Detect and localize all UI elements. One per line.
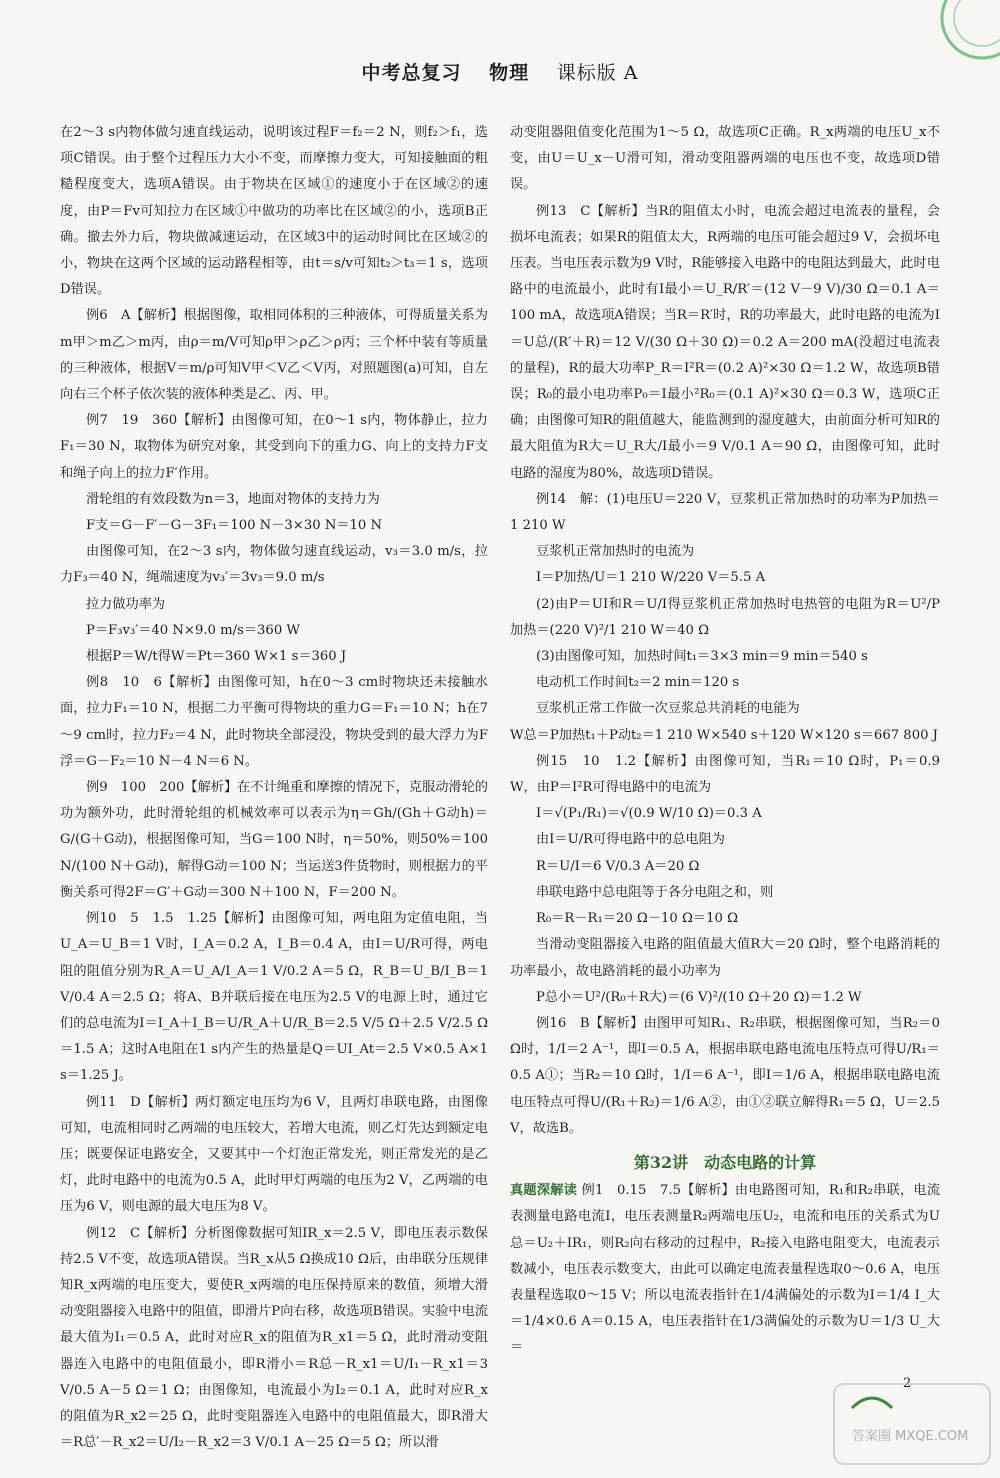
- right-column: [510, 120, 940, 1362]
- watermark-logo-icon: [832, 1378, 992, 1468]
- paragraph: 当滑动变阻器接入电路的阻值最大值R大＝20 Ω时，整个电路消耗的功率最小，故电路消耗的最小功率为: [510, 937, 940, 979]
- section-text: 例1 0.15 7.5【解析】由电路图可知，R₁和R₂串联，电流表测量电路电流I，电压表测量R₂两端电压U₂，电流和电压的关系式为U总＝U₂＋IR₁，则R₂向右移动的过程中，R₂接入电路电阻变大，电流表示数减小，电压表示数变大，由此可以确定电流表量程选取0～0.6 A，电压表量程选取0～15 V；所以电流表指针在1/4满偏处的示数为I＝1/4 I_大＝1/4×0.6 A＝0.15 A，电压表指针在1/3满偏处的示数为U＝1/3 U_大＝: [510, 1183, 941, 1356]
- equation: R₀＝R－R₁＝20 Ω－10 Ω＝10 Ω: [536, 911, 739, 927]
- paragraph: 例11 D【解析】两灯额定电压均为6 V，且两灯串联电路，由图像可知，电流相同时乙两端的电压较大，若增大电流，则乙灯先达到额定电压；既要保证电路安全，又要其中一个灯泡正常发光，则正常发光的是乙灯，此时电路中的电流为0.5 A，此时甲灯两端的电压为2 V，乙两端的电压为6 V，则电源的最大电压为8 V。: [60, 1094, 488, 1215]
- paragraph: (3)由图像可知，加热时间t₁＝3×3 min＝9 min＝540 s: [536, 649, 868, 665]
- paragraph: 拉力做功率为: [86, 596, 166, 612]
- paragraph: 例9 100 200【解析】在不计绳重和摩擦的情况下，克服动滑轮的功为额外功，此时滑轮组的机械效率可以表示为η＝Gh/(Gh＋G动h)＝G/(G＋G动)，根据图像可知，当G＝100 N时，η＝50%，则50%＝100 N/(100 N＋G动)，解得G动＝100 N；当运送3件货物时，则根据力的平衡关系可得2F＝G′＋G动＝300 N＋100 N，F＝200 N。: [60, 780, 488, 900]
- paragraph: 例10 5 1.5 1.25【解析】由图像可知，两电阻为定值电阻，当U_A＝U_B＝1 V时，I_A＝0.2 A，I_B＝0.4 A，由I＝U/R可得，两电阻的阻值分别为R_A＝U_A/I_A＝1 V/0.2 A＝5 Ω，R_B＝U_B/I_B＝1 V/0.4 A＝2.5 Ω；将A、B并联后接在电压为2.5 V的电源上时，通过它们的总电流为I＝I_A＋I_B＝U/R_A＋U/R_B＝2.5 V/5 Ω＋2.5 V/2.5 Ω＝1.5 A；这时A电阻在1 s内产生的热量是Q＝UI_At＝2.5 V×0.5 A×1 s＝1.25 J。: [60, 911, 488, 1084]
- watermark-text: 答案圈 MXQE.COM: [852, 1429, 969, 1444]
- paragraph: 由I＝U/R可得电路中的总电阻为: [536, 832, 725, 848]
- paragraph: 由图像可知，在2～3 s内，物体做匀速直线运动，v₃＝3.0 m/s，拉力F₃＝40 N，绳端速度为v₃′＝3v₃＝9.0 m/s: [60, 544, 488, 586]
- page-number: 2: [903, 1376, 912, 1391]
- equation: R＝U/I＝6 V/0.3 A＝20 Ω: [536, 858, 700, 874]
- equation: P＝F₃v₃′＝40 N×9.0 m/s＝360 W: [86, 622, 300, 638]
- equation: W总＝P加热t₁＋P动t₂＝1 210 W×540 s＋120 W×120 s＝667 800 J: [510, 727, 938, 743]
- section-tag: 真题深解读: [510, 1183, 578, 1199]
- left-column: [60, 120, 488, 1456]
- paragraph: 滑轮组的有效段数为n＝3，地面对物体的支持力为: [86, 491, 380, 507]
- equation: I＝√(P₁/R₁)＝√(0.9 W/10 Ω)＝0.3 A: [536, 806, 762, 822]
- paragraph: 串联电路中总电阻等于各分电阻之和，则: [536, 884, 774, 900]
- paragraph: 例15 10 1.2【解析】由图像可知，当R₁＝10 Ω时，P₁＝0.9 W，由P＝I²R可得电路中的电流为: [510, 753, 940, 796]
- paragraph: 例13 C【解析】当R的阻值太小时，电流会超过电流表的量程，会损坏电流表；如果R的阻值太大，R两端的电压可能会超过9 V，会损坏电压表。当电压表示数为9 V时，R能够接入电路中的电阻达到最大，此时电路中的电流最小，此时有I最小＝U_R/R′＝(12 V－9 V)/30 Ω＝0.1 A＝100 mA，故选项A错误；当R＝R′时，R的功率最大，此时电路的电流为I＝U总/(R′＋R)＝12 V/(30 Ω＋30 Ω)＝0.2 A＝200 mA(没超过电流表的量程)，R的最大功率P_R＝I²R＝(0.2 A)²×30 Ω＝1.2 W，故选项B错误；R₀的最小电功率P₀＝I最小²R₀＝(0.1 A)²×30 Ω＝0.3 W，选项C正确；由图像可知R的阻值越大，能监测到的湿度越大，由前面分析可知R的最大阻值为R大＝U_R大/I最小＝9 V/0.1 A＝90 Ω，由图像可知，此时电路的湿度为80%，故选项D错误。: [510, 203, 940, 481]
- header-subject: 物理: [489, 62, 530, 84]
- paragraph: 例8 10 6【解析】由图像可知，h在0～3 cm时物块还未接触水面，拉力F₁＝10 N，根据二力平衡可得物块的重力G＝F₁＝10 N；h在7～9 cm时，拉力F₂＝4 N，此时物块全部浸没，物块受到的最大浮力为F浮＝G－F₂＝10 N－4 N＝6 N。: [60, 675, 488, 769]
- paragraph: 例16 B【解析】由图甲可知R₁、R₂串联，根据图像可知，当R₂＝0 Ω时，1/I＝2 A⁻¹，即I＝0.5 A，根据串联电路电流电压特点可得U/R₁＝0.5 A①；当R₂＝10 Ω时，1/I＝6 A⁻¹，即I＝1/6 A，根据串联电路电流电压特点可得U/(R₁＋R₂)＝1/6 A②，由①②联立解得R₁＝5 Ω，U＝2.5 V，故选B。: [510, 1015, 940, 1136]
- paragraph: 电动机工作时间t₂＝2 min＝120 s: [536, 675, 740, 691]
- paragraph: 动变阻器阻值变化范围为1～5 Ω，故选项C正确。R_x两端的电压U_x不变，由U＝U_x－U滑可知，滑动变阻器两端的电压也不变，故选项D错误。: [510, 125, 940, 193]
- header-edition: 课标版 A: [556, 62, 639, 84]
- paragraph: 例12 C【解析】分析图像数据可知IR_x＝2.5 V，即电压表示数保持2.5 V不变，故选项A错误。当R_x从5 Ω换成10 Ω后，由串联分压规律知R_x两端的电压变大，要使R_x两端的电压保持原来的数值，须增大滑动变阻器接入电路中的阻值，即滑片P向右移，故选项B错误。实验中电流最大值为I₁＝0.5 A，此时对应R_x的阻值为R_x1＝5 Ω，此时滑动变阻器连入电路中的电阻值最小，即R滑小＝R总－R_x1＝U/I₁－R_x1＝3 V/0.5 A－5 Ω＝1 Ω；由图像知，电流最小为I₂＝0.1 A，此时对应R_x的阻值为R_x2＝25 Ω，此时变阻器连入电路中的电阻值最大，即R滑大＝R总′－R_x2＝U/I₂－R_x2＝3 V/0.1 A－25 Ω＝5 Ω；所以滑: [60, 1225, 488, 1451]
- page-header: [0, 58, 1000, 85]
- paragraph: 豆浆机正常工作做一次豆浆总共消耗的电能为: [536, 701, 800, 717]
- paragraph: 例7 19 360【解析】由图像可知，在0～1 s内，物体静止，拉力F₁＝30 N，取物体为研究对象，其受到向下的重力G、向上的支持力F支和绳子向上的拉力F′作用。: [60, 413, 488, 481]
- section-heading: 第32讲 动态电路的计算: [633, 1152, 817, 1172]
- paragraph: 豆浆机正常加热时的电流为: [536, 544, 695, 560]
- equation: I＝P加热/U＝1 210 W/220 V＝5.5 A: [536, 570, 766, 586]
- section-paragraph: [510, 1178, 940, 1361]
- paragraph: 在2～3 s内物体做匀速直线运动，说明该过程F＝f₂＝2 N，则f₂＞f₁，选项C错误。由于整个过程压力大小不变，而摩擦力变大，可知接触面的粗糙程度变大，选项A错误。由于物块在区域①的速度小于在区域②的速度，由P＝Fv可知拉力在区域①中做功的功率比在区域②的小，选项B正确。撤去外力后，物块做减速运动，在区域3中的运动时间比在区域②的小，物块在这两个区域的运动路程相等，由t＝s/v可知t₂＞t₃＝1 s，选项D错误。: [60, 125, 488, 298]
- paragraph: 例14 解：(1)电压U＝220 V，豆浆机正常加热时的功率为P加热＝1 210 W: [510, 491, 940, 534]
- equation: 根据P＝W/t得W＝Pt＝360 W×1 s＝360 J: [86, 649, 347, 665]
- equation: F支＝G－F′－G－3F₁＝100 N－3×30 N＝10 N: [86, 518, 383, 534]
- equation: P总小＝U²/(R₀＋R大)＝(6 V)²/(10 Ω＋20 Ω)＝1.2 W: [536, 989, 862, 1005]
- paragraph: 例6 A【解析】根据图像，取相同体积的三种液体，可得质量关系为m甲＞m乙＞m丙，由ρ＝m/V可知ρ甲＞ρ乙＞ρ丙；三个杯中装有等质量的三种液体，根据V＝m/ρ可知V甲＜V乙＜V丙，对照题图(a)可知，自左向右三个杯子依次装的液体种类是乙、丙、甲。: [60, 308, 488, 403]
- header-series: 中考总复习: [361, 62, 462, 84]
- paragraph: (2)由P＝UI和R＝U/I得豆浆机正常加热时电热管的电阻为R＝U²/P加热＝(220 V)²/1 210 W＝40 Ω: [510, 596, 940, 638]
